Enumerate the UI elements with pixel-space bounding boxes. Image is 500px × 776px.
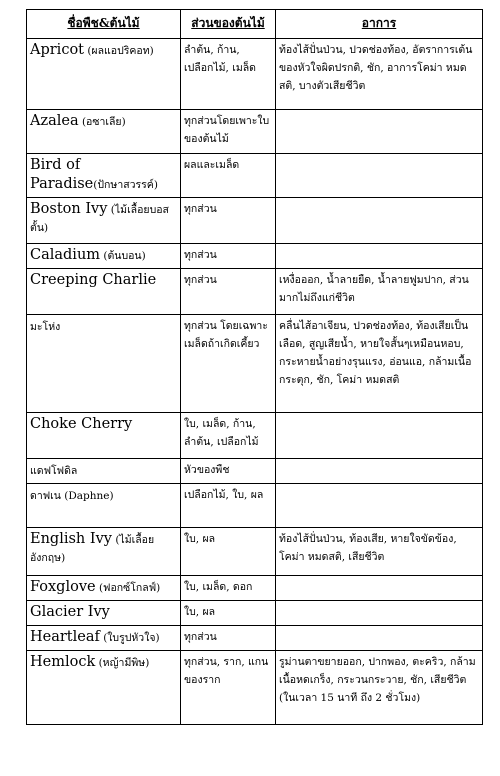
symptom-cell xyxy=(276,110,483,154)
header-plant: ชื่อพืช&ต้นไม้ xyxy=(27,10,181,39)
symptom-cell: เหงื่อออก, น้ำลายยืด, น้ำลายฟูมปาก, ส่วนมากไม่ถึงแก่ชีวิต xyxy=(276,269,483,315)
plant-name-english: Creeping Charlie xyxy=(30,272,157,288)
plant-name-cell xyxy=(27,601,181,626)
plant-part-cell: ใบ, ผล xyxy=(181,601,276,626)
plant-part-cell: ผลและเมล็ด xyxy=(181,154,276,198)
table-row xyxy=(27,244,483,269)
plant-name-thai: (ไม้เลื้อยอังกฤษ) xyxy=(30,534,155,564)
plant-part-cell: ทุกส่วน xyxy=(181,626,276,651)
plant-part-cell: เปลือกไม้, ใบ, ผล xyxy=(181,484,276,528)
table-row xyxy=(27,413,483,459)
header-part: ส่วนของต้นไม้ xyxy=(181,10,276,39)
plant-name-thai: (ใบรูปหัวใจ) xyxy=(99,632,160,644)
plant-name-english: Bird of Paradise xyxy=(30,157,94,192)
symptom-cell: ท้องไส้ปั่นป่วน, ท้องเสีย, หายใจขัดข้อง, โคม่า หมดสติ, เสียชีวิต xyxy=(276,528,483,576)
plant-name-english: Caladium xyxy=(30,247,101,263)
plant-name-english: Azalea xyxy=(30,113,79,129)
header-symptom: อาการ xyxy=(276,10,483,39)
plant-name-thai: (ผลแอปริคอท) xyxy=(84,45,154,57)
plant-name-thai: (ฟอกซ์โกลฟ์) xyxy=(95,582,161,594)
plant-part-cell: หัวของพืช xyxy=(181,459,276,484)
plant-name-cell xyxy=(27,244,181,269)
table-row xyxy=(27,601,483,626)
plant-name-english: Foxglove xyxy=(30,579,96,595)
plant-name-cell xyxy=(27,269,181,315)
plant-toxicity-sheet xyxy=(26,9,483,725)
plant-name-cell xyxy=(27,154,181,198)
symptom-cell xyxy=(276,198,483,244)
plant-name-cell xyxy=(27,413,181,459)
symptom-cell xyxy=(276,576,483,601)
plant-name-thai: (หญ้ามีพิษ) xyxy=(95,657,150,669)
plant-part-cell: ทุกส่วน โดยเฉพาะเมล็ดถ้าเกิดเคี้ยว xyxy=(181,315,276,413)
plant-name-cell xyxy=(27,110,181,154)
symptom-cell xyxy=(276,459,483,484)
plant-part-cell: ทุกส่วน, ราก, แกนของราก xyxy=(181,651,276,725)
table-row xyxy=(27,110,483,154)
symptom-cell xyxy=(276,484,483,528)
plant-name-thai: (ไม้เลื้อยบอสตั้น) xyxy=(30,204,169,234)
symptom-cell: รูม่านตาขยายออก, ปากพอง, ตะคริว, กล้ามเนื้อหดเกร็ง, กระวนกระวาย, ชัก, เสียชีวิต (ในเวลา 15 นาที ถึง 2 ชั่วโมง) xyxy=(276,651,483,725)
plant-name-thai: มะโห่ง xyxy=(30,321,61,333)
plant-name-cell xyxy=(27,576,181,601)
table-row xyxy=(27,459,483,484)
plant-name-english: Heartleaf xyxy=(30,629,100,645)
plant-name-english: Hemlock xyxy=(30,654,96,670)
plant-name-english: Choke Cherry xyxy=(30,416,133,432)
table-row xyxy=(27,269,483,315)
plant-name-english: English Ivy xyxy=(30,531,112,547)
plant-name-english: Glacier Ivy xyxy=(30,604,110,620)
plant-part-cell: ทุกส่วนโดยเพาะใบของต้นไม้ xyxy=(181,110,276,154)
plant-name-thai: (อซาเลีย) xyxy=(78,116,126,128)
table-row xyxy=(27,198,483,244)
symptom-cell xyxy=(276,244,483,269)
plant-part-cell: ใบ, ผล xyxy=(181,528,276,576)
plant-name-thai: แดฟโฟดิล xyxy=(30,465,78,477)
plant-part-cell: ทุกส่วน xyxy=(181,198,276,244)
header-row xyxy=(27,10,483,39)
plant-name-thai: (ต้นบอน) xyxy=(100,250,146,262)
plant-name-cell xyxy=(27,198,181,244)
plant-name-english: Boston Ivy xyxy=(30,201,108,217)
plant-part-cell: ลำต้น, ก้าน, เปลือกไม้, เมล็ด xyxy=(181,39,276,110)
table-row xyxy=(27,315,483,413)
plant-name-cell xyxy=(27,626,181,651)
table-row xyxy=(27,651,483,725)
table-row xyxy=(27,484,483,528)
plant-part-cell: ใบ, เมล็ด, ก้าน, ลำต้น, เปลือกไม้ xyxy=(181,413,276,459)
plant-toxicity-table xyxy=(26,9,483,725)
plant-name-cell xyxy=(27,484,181,528)
plant-name-thai: (ปักษาสวรรค์) xyxy=(93,179,158,191)
symptom-cell: คลื่นไส้อาเจียน, ปวดช่องท้อง, ท้องเสียเป็นเลือด, สูญเสียน้ำ, หายใจสั้นๆเหมือนหอบ, กระหายน้ำอย่างรุนแรง, อ่อนแอ, กล้ามเนื้อกระตุก, ชัก, โคม่า หมดสติ xyxy=(276,315,483,413)
plant-name-thai: ดาฟเน (Daphne) xyxy=(30,490,114,502)
symptom-cell: ท้องไส้ปั่นป่วน, ปวดช่องท้อง, อัตราการเต้นของหัวใจผิดปรกติ, ชัก, อาการโคม่า หมดสติ, บางตัวเสียชีวิต xyxy=(276,39,483,110)
symptom-cell xyxy=(276,601,483,626)
table-row xyxy=(27,576,483,601)
plant-name-cell xyxy=(27,459,181,484)
symptom-cell xyxy=(276,413,483,459)
table-row xyxy=(27,626,483,651)
plant-part-cell: ทุกส่วน xyxy=(181,244,276,269)
table-row xyxy=(27,154,483,198)
plant-name-cell xyxy=(27,315,181,413)
plant-name-english: Apricot xyxy=(30,42,84,58)
plant-part-cell: ใบ, เมล็ด, ดอก xyxy=(181,576,276,601)
table-row xyxy=(27,528,483,576)
plant-name-cell xyxy=(27,528,181,576)
symptom-cell xyxy=(276,154,483,198)
table-row xyxy=(27,39,483,110)
plant-name-cell xyxy=(27,39,181,110)
symptom-cell xyxy=(276,626,483,651)
plant-name-cell xyxy=(27,651,181,725)
plant-part-cell: ทุกส่วน xyxy=(181,269,276,315)
